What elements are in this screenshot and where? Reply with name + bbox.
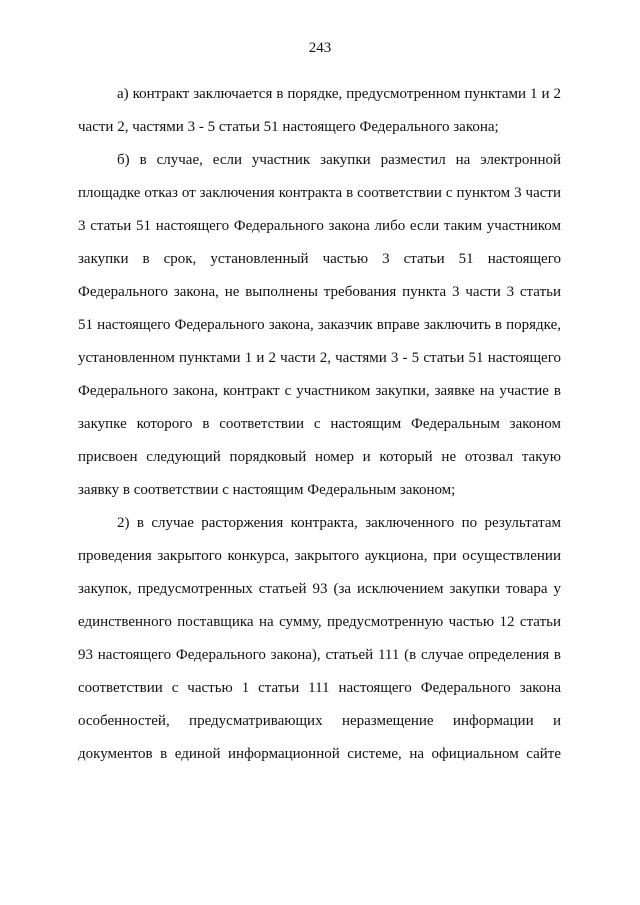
- document-body: [78, 78, 561, 771]
- paragraph-b: б) в случае, если участник закупки разместил на электронной площадке отказ от заключения контракта в соответствии с пунктом 3 части 3 статьи 51 настоящего Федерального закона либо если таким участником закупки в срок, установленный частью 3 статьи 51 настоящего Федерального закона, не выполнены требования пункта 3 части 3 статьи 51 настоящего Федерального закона, заказчик вправе заключить в порядке, установленном пунктами 1 и 2 части 2, частями 3 - 5 статьи 51 настоящего Федерального закона, контракт с участником закупки, заявке на участие в закупке которого в соответствии с настоящим Федеральным законом присвоен следующий порядковый номер и который не отозвал такую заявку в соответствии с настоящим Федеральным законом;: [78, 152, 561, 498]
- page-number: 243: [308, 40, 332, 56]
- paragraph-a: а) контракт заключается в порядке, предусмотренном пунктами 1 и 2 части 2, частями 3 - 5 статьи 51 настоящего Федерального закона;: [78, 86, 561, 135]
- paragraph-2: 2) в случае расторжения контракта, заключенного по результатам проведения закрытого конкурса, закрытого аукциона, при осуществлении закупок, предусмотренных статьей 93 (за исключением закупки товара у единственного поставщика на сумму, предусмотренную частью 12 статьи 93 настоящего Федерального закона), статьей 111 (в случае определения в соответствии с частью 1 статьи 111 настоящего Федерального закона особенностей, предусматривающих неразмещение информации и документов в единой информационной системе, на официальном сайте: [78, 515, 561, 762]
